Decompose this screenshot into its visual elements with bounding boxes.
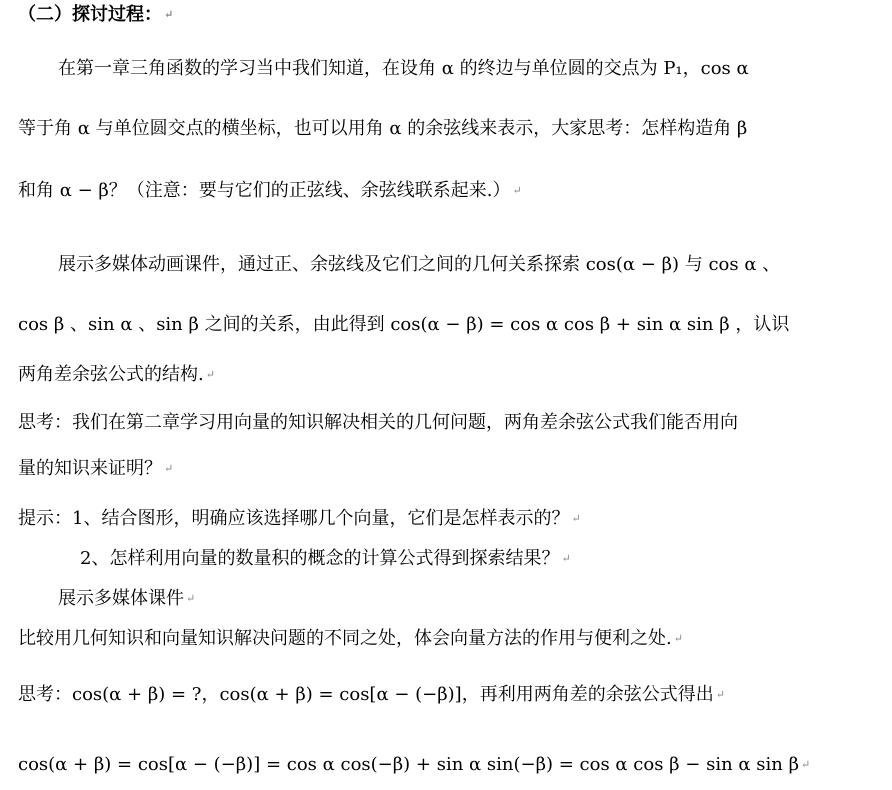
- paragraph-mark: ↵: [673, 632, 683, 645]
- paragraph-mark: ↵: [164, 8, 174, 21]
- paragraph-line: 思考：我们在第二章学习用向量的知识解决相关的几何问题，两角差余弦公式我们能否用向: [18, 412, 738, 433]
- paragraph-mark: ↵: [164, 462, 174, 475]
- paragraph-line: 两角差余弦公式的结构. ↵: [18, 364, 215, 385]
- section-heading: （二）探讨过程： ↵: [18, 4, 174, 25]
- formula-line: cos(α + β) = cos[α − (−β)] = cos α cos(−β) + sin α sin(−β) = cos α cos β − sin α sin β ↵: [18, 754, 811, 775]
- paragraph-mark: ↵: [715, 688, 725, 701]
- paragraph-mark: ↵: [561, 552, 571, 565]
- paragraph-mark: ↵: [205, 368, 215, 381]
- paragraph-line: 和角 α − β？（注意：要与它们的正弦线、余弦线联系起来.） ↵: [18, 180, 522, 201]
- paragraph-mark: ↵: [571, 512, 581, 525]
- paragraph-line: 比较用几何知识和向量知识解决问题的不同之处，体会向量方法的作用与便利之处. ↵: [18, 628, 683, 649]
- paragraph-line: 展示多媒体课件 ↵: [58, 588, 196, 609]
- paragraph-mark: ↵: [801, 758, 811, 771]
- paragraph-line: 在第一章三角函数的学习当中我们知道，在设角 α 的终边与单位圆的交点为 P₁，cos α: [58, 58, 749, 79]
- paragraph-mark: ↵: [512, 184, 522, 197]
- paragraph-mark: ↵: [186, 592, 196, 605]
- paragraph-line: 等于角 α 与单位圆交点的横坐标，也可以用角 α 的余弦线来表示，大家思考：怎样构造角 β: [18, 118, 748, 139]
- paragraph-line: 展示多媒体动画课件，通过正、余弦线及它们之间的几何关系探索 cos(α − β) 与 cos α 、: [58, 254, 781, 275]
- paragraph-line: 量的知识来证明？ ↵: [18, 458, 174, 479]
- formula-line: cos β 、sin α 、sin β 之间的关系，由此得到 cos(α − β) = cos α cos β + sin α sin β ，认识: [18, 314, 790, 335]
- hint-line: 提示：1、结合图形，明确应该选择哪几个向量，它们是怎样表示的？ ↵: [18, 508, 581, 529]
- formula-line: 思考：cos(α + β) = ?，cos(α + β) = cos[α − (−β)]，再利用两角差的余弦公式得出 ↵: [18, 684, 725, 705]
- hint-line: 2、怎样利用向量的数量积的概念的计算公式得到探索结果？ ↵: [80, 548, 571, 569]
